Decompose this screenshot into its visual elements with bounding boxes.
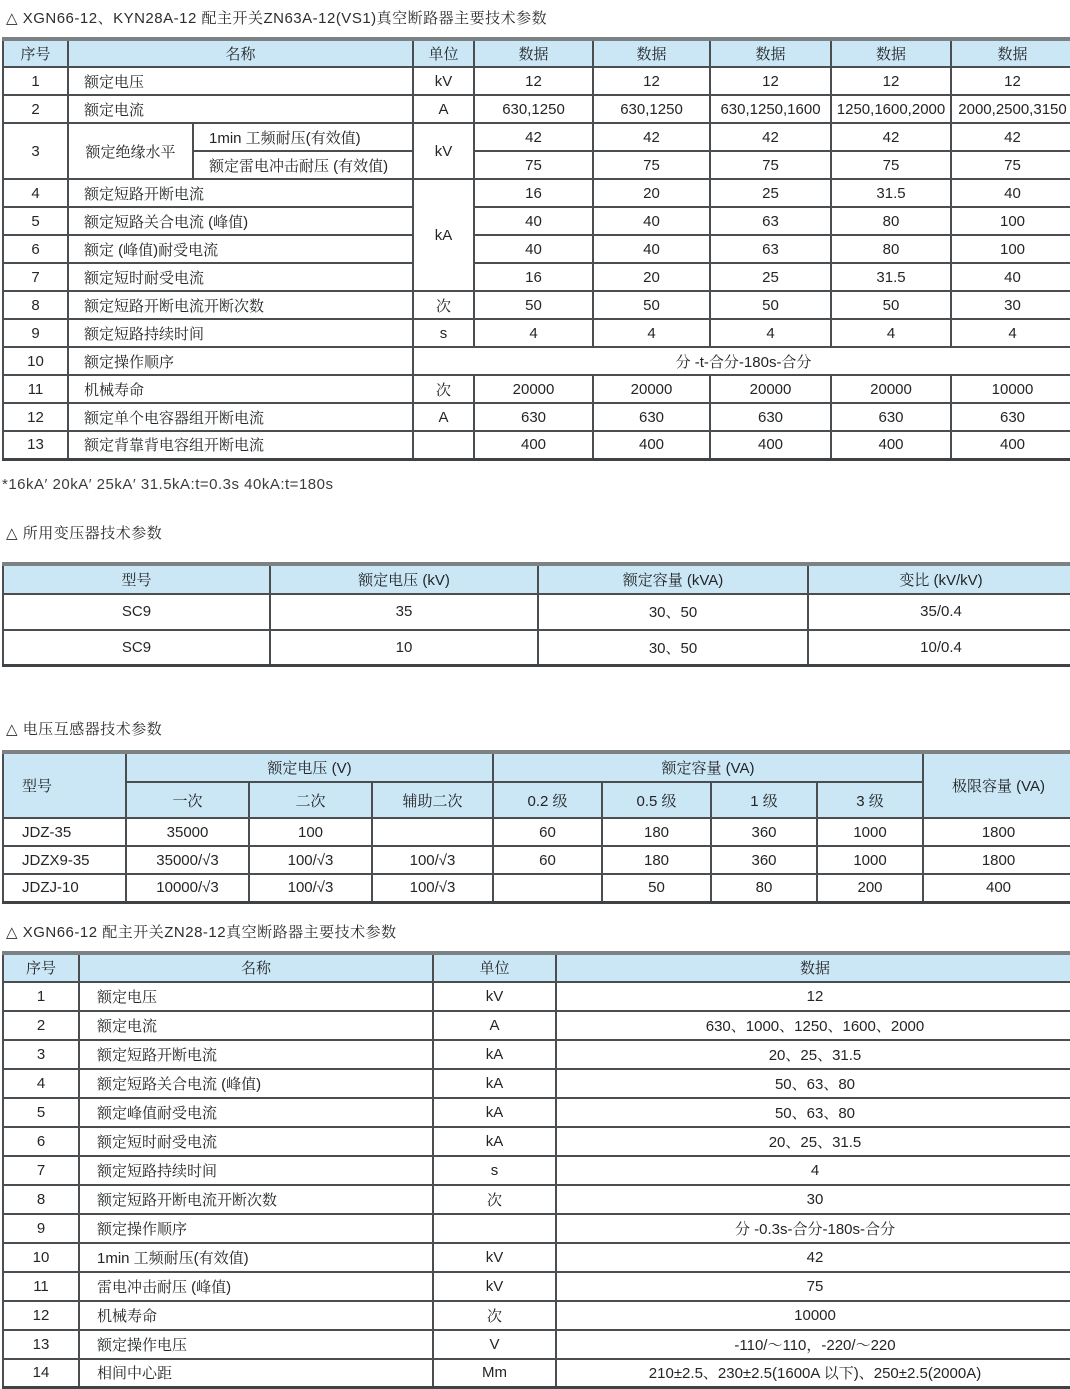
value-cell: 100/√3	[372, 874, 493, 902]
value-cell: 360	[711, 818, 817, 846]
value-cell: 630	[474, 403, 593, 431]
table-header-row	[3, 782, 1070, 818]
value-cell: 40	[951, 263, 1070, 291]
table-row	[3, 291, 1070, 319]
value-cell: 80	[831, 207, 951, 235]
table-row	[3, 95, 1070, 123]
breaker-zn63a-parameters-table	[2, 37, 1070, 461]
model-cell: JDZX9-35	[3, 846, 126, 874]
unit-cell: V	[433, 1330, 556, 1359]
col-header-class-1: 1 级	[711, 782, 817, 818]
value-cell: 1000	[817, 818, 923, 846]
table-row	[3, 67, 1070, 95]
value-cell: 2000,2500,3150	[951, 95, 1070, 123]
name-cell: 额定短路开断电流开断次数	[79, 1185, 433, 1214]
value-cell: 10/0.4	[808, 630, 1070, 666]
value-cell: 10000	[951, 375, 1070, 403]
col-header-ratio: 变比 (kV/kV)	[808, 564, 1070, 594]
value-cell: 400	[593, 431, 710, 459]
value-cell: 100	[249, 818, 372, 846]
row-number-cell: 6	[3, 235, 68, 263]
table-row	[3, 818, 1070, 846]
unit-cell: kV	[433, 982, 556, 1011]
value-cell: 100	[951, 207, 1070, 235]
table-row	[3, 375, 1070, 403]
table-row	[3, 403, 1070, 431]
row-number-cell: 13	[3, 431, 68, 459]
value-cell: 16	[474, 179, 593, 207]
name-cell: 机械寿命	[79, 1301, 433, 1330]
value-cell: 400	[831, 431, 951, 459]
unit-cell: kV	[413, 67, 474, 95]
name-cell: 额定电压	[79, 982, 433, 1011]
name-cell: 雷电冲击耐压 (峰值)	[79, 1272, 433, 1301]
row-number-cell: 5	[3, 1098, 79, 1127]
value-cell: 35000	[126, 818, 249, 846]
col-header-model: 型号	[3, 752, 126, 818]
col-header-class-05: 0.5 级	[602, 782, 711, 818]
value-cell: 31.5	[831, 179, 951, 207]
value-cell: 630	[593, 403, 710, 431]
col-header-secondary: 二次	[249, 782, 372, 818]
value-cell: 1000	[817, 846, 923, 874]
col-header-no: 序号	[3, 953, 79, 982]
col-header-rated-voltage: 额定电压 (kV)	[270, 564, 538, 594]
table-row	[3, 319, 1070, 347]
value-cell: 20000	[474, 375, 593, 403]
value-cell: 400	[923, 874, 1070, 902]
voltage-transformer-parameters-table	[2, 750, 1070, 904]
value-cell: 50	[710, 291, 831, 319]
unit-cell: A	[413, 403, 474, 431]
value-cell: 42	[710, 123, 831, 151]
unit-cell: kA	[433, 1069, 556, 1098]
col-header-data-4: 数据	[831, 39, 951, 67]
col-header-no: 序号	[3, 39, 68, 67]
col-header-name: 名称	[68, 39, 413, 67]
value-cell: 360	[711, 846, 817, 874]
value-cell: 4	[593, 319, 710, 347]
value-cell: 80	[711, 874, 817, 902]
name-cell: 额定短路关合电流 (峰值)	[68, 207, 413, 235]
name-cell: 额定峰值耐受电流	[79, 1098, 433, 1127]
value-cell: 630、1000、1250、1600、2000	[556, 1011, 1070, 1040]
row-number-cell: 12	[3, 1301, 79, 1330]
value-cell: 400	[951, 431, 1070, 459]
name-cell: 1min 工频耐压(有效值)	[79, 1243, 433, 1272]
value-cell: 60	[493, 846, 602, 874]
value-cell: 20000	[593, 375, 710, 403]
merged-value-cell: 分 -t-合分-180s-合分	[413, 347, 1070, 375]
name-cell: 额定 (峰值)耐受电流	[68, 235, 413, 263]
value-cell: 12	[593, 67, 710, 95]
row-number-cell: 12	[3, 403, 68, 431]
col-header-class-02: 0.2 级	[493, 782, 602, 818]
sub-name-cell: 额定雷电冲击耐压 (有效值)	[193, 151, 413, 179]
value-cell: 4	[710, 319, 831, 347]
value-cell: 50	[593, 291, 710, 319]
row-number-cell: 11	[3, 1272, 79, 1301]
value-cell: 50、63、80	[556, 1069, 1070, 1098]
value-cell: 75	[556, 1272, 1070, 1301]
row-number-cell: 4	[3, 179, 68, 207]
name-cell: 额定绝缘水平	[68, 123, 193, 179]
row-number-cell: 2	[3, 95, 68, 123]
value-cell: 10000/√3	[126, 874, 249, 902]
value-cell: 1800	[923, 846, 1070, 874]
table-row	[3, 1127, 1070, 1156]
table-row	[3, 1040, 1070, 1069]
value-cell: 40	[474, 207, 593, 235]
value-cell: 630,1250	[474, 95, 593, 123]
model-cell: JDZJ-10	[3, 874, 126, 902]
table-header-row	[3, 953, 1070, 982]
row-number-cell: 10	[3, 347, 68, 375]
unit-cell: kA	[433, 1040, 556, 1069]
value-cell: 12	[474, 67, 593, 95]
col-header-name: 名称	[79, 953, 433, 982]
table-row	[3, 1359, 1070, 1388]
value-cell: 630	[831, 403, 951, 431]
section3-title: △ 电压互感器技术参数	[6, 718, 1070, 739]
col-header-data-2: 数据	[593, 39, 710, 67]
name-cell: 额定背靠背电容组开断电流	[68, 431, 413, 459]
name-cell: 额定短路持续时间	[79, 1156, 433, 1185]
value-cell: 42	[556, 1243, 1070, 1272]
col-header-class-3: 3 级	[817, 782, 923, 818]
name-cell: 额定短路开断电流	[68, 179, 413, 207]
value-cell: 100	[951, 235, 1070, 263]
value-cell: 30	[951, 291, 1070, 319]
name-cell: 额定操作顺序	[68, 347, 413, 375]
name-cell: 额定短路持续时间	[68, 319, 413, 347]
row-number-cell: 8	[3, 1185, 79, 1214]
value-cell: 30	[556, 1185, 1070, 1214]
value-cell: 12	[556, 982, 1070, 1011]
name-cell: 额定短时耐受电流	[68, 263, 413, 291]
unit-cell: Mm	[433, 1359, 556, 1388]
value-cell: 50、63、80	[556, 1098, 1070, 1127]
value-cell: 4	[556, 1156, 1070, 1185]
footnote: *16kA′ 20kA′ 25kA′ 31.5kA:t=0.3s 40kA:t=180s	[2, 476, 1070, 493]
value-cell: 75	[710, 151, 831, 179]
name-cell: 额定短路关合电流 (峰值)	[79, 1069, 433, 1098]
unit-cell: kV	[433, 1243, 556, 1272]
row-number-cell: 7	[3, 263, 68, 291]
unit-cell: 次	[433, 1185, 556, 1214]
table-row	[3, 1301, 1070, 1330]
name-cell: 额定电压	[68, 67, 413, 95]
value-cell	[493, 874, 602, 902]
table-row	[3, 123, 1070, 151]
name-cell: 额定短时耐受电流	[79, 1127, 433, 1156]
value-cell: 4	[474, 319, 593, 347]
value-cell: 30、50	[538, 594, 808, 630]
col-header-limit-capacity: 极限容量 (VA)	[923, 752, 1070, 818]
name-cell: 额定短路开断电流开断次数	[68, 291, 413, 319]
table-row	[3, 874, 1070, 902]
value-cell: 40	[593, 207, 710, 235]
table-header-row	[3, 564, 1070, 594]
value-cell: 20、25、31.5	[556, 1127, 1070, 1156]
value-cell: 100/√3	[372, 846, 493, 874]
section2-title: △ 所用变压器技术参数	[6, 522, 1070, 543]
row-number-cell: 8	[3, 291, 68, 319]
value-cell: 20	[593, 179, 710, 207]
col-header-data-3: 数据	[710, 39, 831, 67]
value-cell: 630	[710, 403, 831, 431]
col-header-unit: 单位	[433, 953, 556, 982]
value-cell: 35	[270, 594, 538, 630]
value-cell: 60	[493, 818, 602, 846]
name-cell: 额定单个电容器组开断电流	[68, 403, 413, 431]
table-row	[3, 179, 1070, 207]
table-header-row	[3, 39, 1070, 67]
col-header-voltage-group: 额定电压 (V)	[126, 752, 493, 782]
unit-cell: kV	[433, 1272, 556, 1301]
table-row	[3, 263, 1070, 291]
value-cell: 10000	[556, 1301, 1070, 1330]
value-cell: 80	[831, 235, 951, 263]
value-cell: 分 -0.3s-合分-180s-合分	[556, 1214, 1070, 1243]
table-row	[3, 1214, 1070, 1243]
transformer-parameters-table	[2, 562, 1070, 668]
name-cell: 相间中心距	[79, 1359, 433, 1388]
col-header-model: 型号	[3, 564, 270, 594]
row-number-cell: 3	[3, 1040, 79, 1069]
value-cell: 100/√3	[249, 846, 372, 874]
row-number-cell: 13	[3, 1330, 79, 1359]
unit-cell: s	[413, 319, 474, 347]
col-header-rated-capacity: 额定容量 (kVA)	[538, 564, 808, 594]
section1-title: △ XGN66-12、KYN28A-12 配主开关ZN63A-12(VS1)真空断路器主要技术参数	[6, 0, 1070, 28]
unit-cell: kA	[433, 1127, 556, 1156]
table-row	[3, 431, 1070, 459]
row-number-cell: 2	[3, 1011, 79, 1040]
row-number-cell: 7	[3, 1156, 79, 1185]
table-row	[3, 1272, 1070, 1301]
value-cell: 63	[710, 235, 831, 263]
value-cell: 12	[831, 67, 951, 95]
value-cell: 20、25、31.5	[556, 1040, 1070, 1069]
table-row	[3, 630, 1070, 666]
unit-cell: 次	[413, 375, 474, 403]
value-cell: 16	[474, 263, 593, 291]
value-cell: 40	[951, 179, 1070, 207]
table-row	[3, 1156, 1070, 1185]
row-number-cell: 4	[3, 1069, 79, 1098]
unit-cell	[433, 1214, 556, 1243]
value-cell: 180	[602, 846, 711, 874]
row-number-cell: 9	[3, 319, 68, 347]
table-row	[3, 982, 1070, 1011]
name-cell: 额定电流	[68, 95, 413, 123]
value-cell: 40	[474, 235, 593, 263]
row-number-cell: 14	[3, 1359, 79, 1388]
value-cell: 30、50	[538, 630, 808, 666]
value-cell: 20000	[710, 375, 831, 403]
model-cell: SC9	[3, 630, 270, 666]
name-cell: 额定操作电压	[79, 1330, 433, 1359]
value-cell: 25	[710, 263, 831, 291]
value-cell: 50	[831, 291, 951, 319]
unit-cell: 次	[413, 291, 474, 319]
breaker-zn28-parameters-table	[2, 951, 1070, 1389]
value-cell: -110/～110，-220/～220	[556, 1330, 1070, 1359]
value-cell: 50	[474, 291, 593, 319]
value-cell: 400	[474, 431, 593, 459]
name-cell: 机械寿命	[68, 375, 413, 403]
unit-cell: s	[433, 1156, 556, 1185]
model-cell: SC9	[3, 594, 270, 630]
row-number-cell: 6	[3, 1127, 79, 1156]
table-row	[3, 207, 1070, 235]
value-cell: 75	[831, 151, 951, 179]
value-cell: 31.5	[831, 263, 951, 291]
value-cell	[372, 818, 493, 846]
col-header-unit: 单位	[413, 39, 474, 67]
col-header-data-5: 数据	[951, 39, 1070, 67]
value-cell: 25	[710, 179, 831, 207]
unit-cell: kA	[433, 1098, 556, 1127]
value-cell: 4	[951, 319, 1070, 347]
unit-cell: 次	[433, 1301, 556, 1330]
value-cell: 20000	[831, 375, 951, 403]
section4-title: △ XGN66-12 配主开关ZN28-12真空断路器主要技术参数	[6, 921, 1070, 942]
col-header-data-1: 数据	[474, 39, 593, 67]
sub-name-cell: 1min 工频耐压(有效值)	[193, 123, 413, 151]
row-number-cell: 1	[3, 67, 68, 95]
row-number-cell: 5	[3, 207, 68, 235]
table-row	[3, 1243, 1070, 1272]
value-cell: 42	[593, 123, 710, 151]
table-row	[3, 846, 1070, 874]
value-cell: 50	[602, 874, 711, 902]
col-header-aux-secondary: 辅助二次	[372, 782, 493, 818]
col-header-capacity-group: 额定容量 (VA)	[493, 752, 923, 782]
value-cell: 400	[710, 431, 831, 459]
value-cell: 42	[474, 123, 593, 151]
row-number-cell: 9	[3, 1214, 79, 1243]
unit-cell: A	[433, 1011, 556, 1040]
row-number-cell: 1	[3, 982, 79, 1011]
table-row	[3, 1185, 1070, 1214]
table-row	[3, 1069, 1070, 1098]
name-cell: 额定操作顺序	[79, 1214, 433, 1243]
value-cell: 630,1250,1600	[710, 95, 831, 123]
unit-cell: A	[413, 95, 474, 123]
name-cell: 额定短路开断电流	[79, 1040, 433, 1069]
value-cell: 12	[951, 67, 1070, 95]
unit-cell: kA	[413, 179, 474, 291]
value-cell: 35/0.4	[808, 594, 1070, 630]
table-row	[3, 1011, 1070, 1040]
value-cell: 210±2.5、230±2.5(1600A 以下)、250±2.5(2000A)	[556, 1359, 1070, 1388]
table-row	[3, 347, 1070, 375]
table-row	[3, 1098, 1070, 1127]
value-cell: 35000/√3	[126, 846, 249, 874]
value-cell: 42	[951, 123, 1070, 151]
table-row	[3, 594, 1070, 630]
table-header-row	[3, 752, 1070, 782]
table-row	[3, 235, 1070, 263]
value-cell: 1800	[923, 818, 1070, 846]
row-number-cell: 3	[3, 123, 68, 179]
table-row	[3, 1330, 1070, 1359]
value-cell: 12	[710, 67, 831, 95]
value-cell: 42	[831, 123, 951, 151]
value-cell: 63	[710, 207, 831, 235]
value-cell: 75	[593, 151, 710, 179]
value-cell: 180	[602, 818, 711, 846]
name-cell: 额定电流	[79, 1011, 433, 1040]
value-cell: 4	[831, 319, 951, 347]
col-header-data: 数据	[556, 953, 1070, 982]
value-cell: 40	[593, 235, 710, 263]
value-cell: 75	[474, 151, 593, 179]
value-cell: 1250,1600,2000	[831, 95, 951, 123]
col-header-primary: 一次	[126, 782, 249, 818]
unit-cell: kV	[413, 123, 474, 179]
value-cell: 630,1250	[593, 95, 710, 123]
value-cell: 200	[817, 874, 923, 902]
row-number-cell: 10	[3, 1243, 79, 1272]
row-number-cell: 11	[3, 375, 68, 403]
unit-cell	[413, 431, 474, 459]
model-cell: JDZ-35	[3, 818, 126, 846]
value-cell: 75	[951, 151, 1070, 179]
value-cell: 10	[270, 630, 538, 666]
value-cell: 100/√3	[249, 874, 372, 902]
value-cell: 20	[593, 263, 710, 291]
value-cell: 630	[951, 403, 1070, 431]
